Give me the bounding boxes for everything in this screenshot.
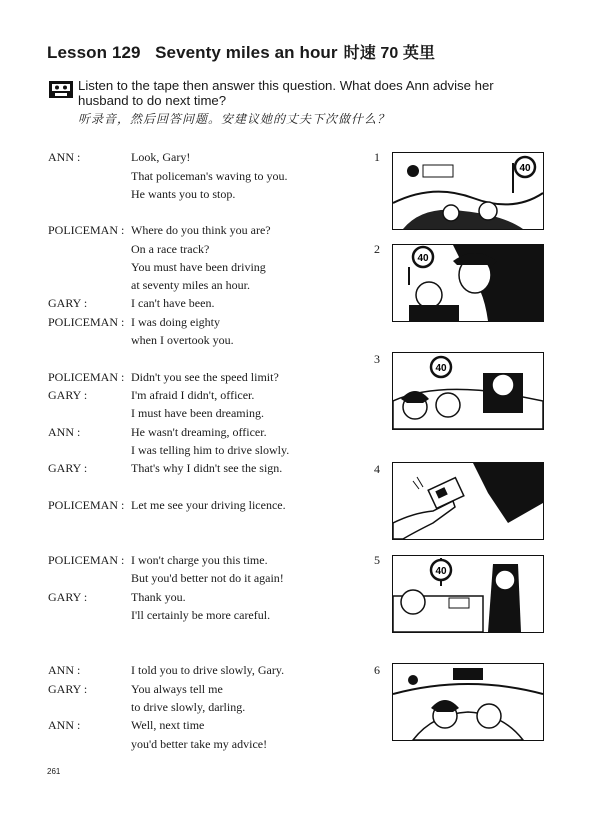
panel-number: 1 <box>374 150 380 164</box>
dialogue-line: at seventy miles an hour. <box>131 278 250 292</box>
dialogue-line: On a race track? <box>131 242 210 256</box>
panel-number: 3 <box>374 352 380 366</box>
speed-sign-label: 40 <box>417 253 429 264</box>
speed-sign-label: 40 <box>435 566 447 577</box>
comic-panel-5 <box>392 555 544 633</box>
speaker-label: POLICEMAN : <box>48 370 125 384</box>
comic-panel-6 <box>392 663 544 741</box>
page-number: 261 <box>47 767 61 776</box>
speaker-label: ANN : <box>48 150 81 164</box>
dialogue-line: I was doing eighty <box>131 315 220 329</box>
speaker-label: GARY : <box>48 682 88 696</box>
dialogue-line: You always tell me <box>131 682 223 696</box>
lesson-title <box>47 40 435 63</box>
dialogue-line: Thank you. <box>131 590 186 604</box>
comic-panel-1 <box>392 152 544 230</box>
dialogue-line: Well, next time <box>131 718 205 732</box>
listening-instruction: Listen to the tape then answer this question. What does Ann advise her husband to do next time? <box>78 78 494 108</box>
speaker-label: GARY : <box>48 388 88 402</box>
dialogue-line: Didn't you see the speed limit? <box>131 370 279 384</box>
speaker-label: POLICEMAN : <box>48 315 125 329</box>
panel-number: 6 <box>374 663 380 677</box>
dialogue-line: Let me see your driving licence. <box>131 498 286 512</box>
dialogue-line: when I overtook you. <box>131 333 234 347</box>
dialogue-line: That's why I didn't see the sign. <box>131 461 283 475</box>
speaker-label: POLICEMAN : <box>48 223 125 237</box>
cassette-tape-icon <box>48 79 74 101</box>
comic-panel-3 <box>392 352 544 430</box>
speed-sign-label: 40 <box>519 163 531 174</box>
panel-number: 2 <box>374 242 380 256</box>
dialogue-line: I was telling him to drive slowly. <box>131 443 290 457</box>
comic-panel-4 <box>392 462 544 540</box>
speaker-label: POLICEMAN : <box>48 498 125 512</box>
dialogue-line: He wasn't dreaming, officer. <box>131 425 267 439</box>
dialogue-line: to drive slowly, darling. <box>131 700 246 714</box>
dialogue-line: I must have been dreaming. <box>131 406 264 420</box>
speaker-label: ANN : <box>48 425 81 439</box>
lesson-title-en: Lesson 129 Seventy miles an hour <box>47 43 338 62</box>
speed-sign-label: 40 <box>435 363 447 374</box>
dialogue-line: I can't have been. <box>131 296 215 310</box>
speaker-label: GARY : <box>48 296 88 310</box>
dialogue-line: But you'd better not do it again! <box>131 571 284 585</box>
dialogue-line: I won't charge you this time. <box>131 553 268 567</box>
dialogue-line: He wants you to stop. <box>131 187 236 201</box>
panel-number: 5 <box>374 553 380 567</box>
dialogue-line: I'll certainly be more careful. <box>131 608 271 622</box>
speaker-label: GARY : <box>48 590 88 604</box>
speaker-label: ANN : <box>48 718 81 732</box>
panel-number: 4 <box>374 462 380 476</box>
dialogue-line: Where do you think you are? <box>131 223 271 237</box>
speaker-label: POLICEMAN : <box>48 553 125 567</box>
comic-panel-2 <box>392 244 544 322</box>
speaker-label: GARY : <box>48 461 88 475</box>
lesson-title-cn: 时速 70 英里 <box>343 45 436 62</box>
dialogue-line: You must have been driving <box>131 260 266 274</box>
dialogue-line: That policeman's waving to you. <box>131 169 288 183</box>
dialogue-line: Look, Gary! <box>131 150 191 164</box>
speaker-label: ANN : <box>48 663 81 677</box>
listening-instruction-cn: 听录音，然后回答问题。安建议她的丈夫下次做什么？ <box>78 112 391 126</box>
dialogue-line: I'm afraid I didn't, officer. <box>131 388 255 402</box>
dialogue-line: you'd better take my advice! <box>131 737 268 751</box>
dialogue-line: I told you to drive slowly, Gary. <box>131 663 285 677</box>
